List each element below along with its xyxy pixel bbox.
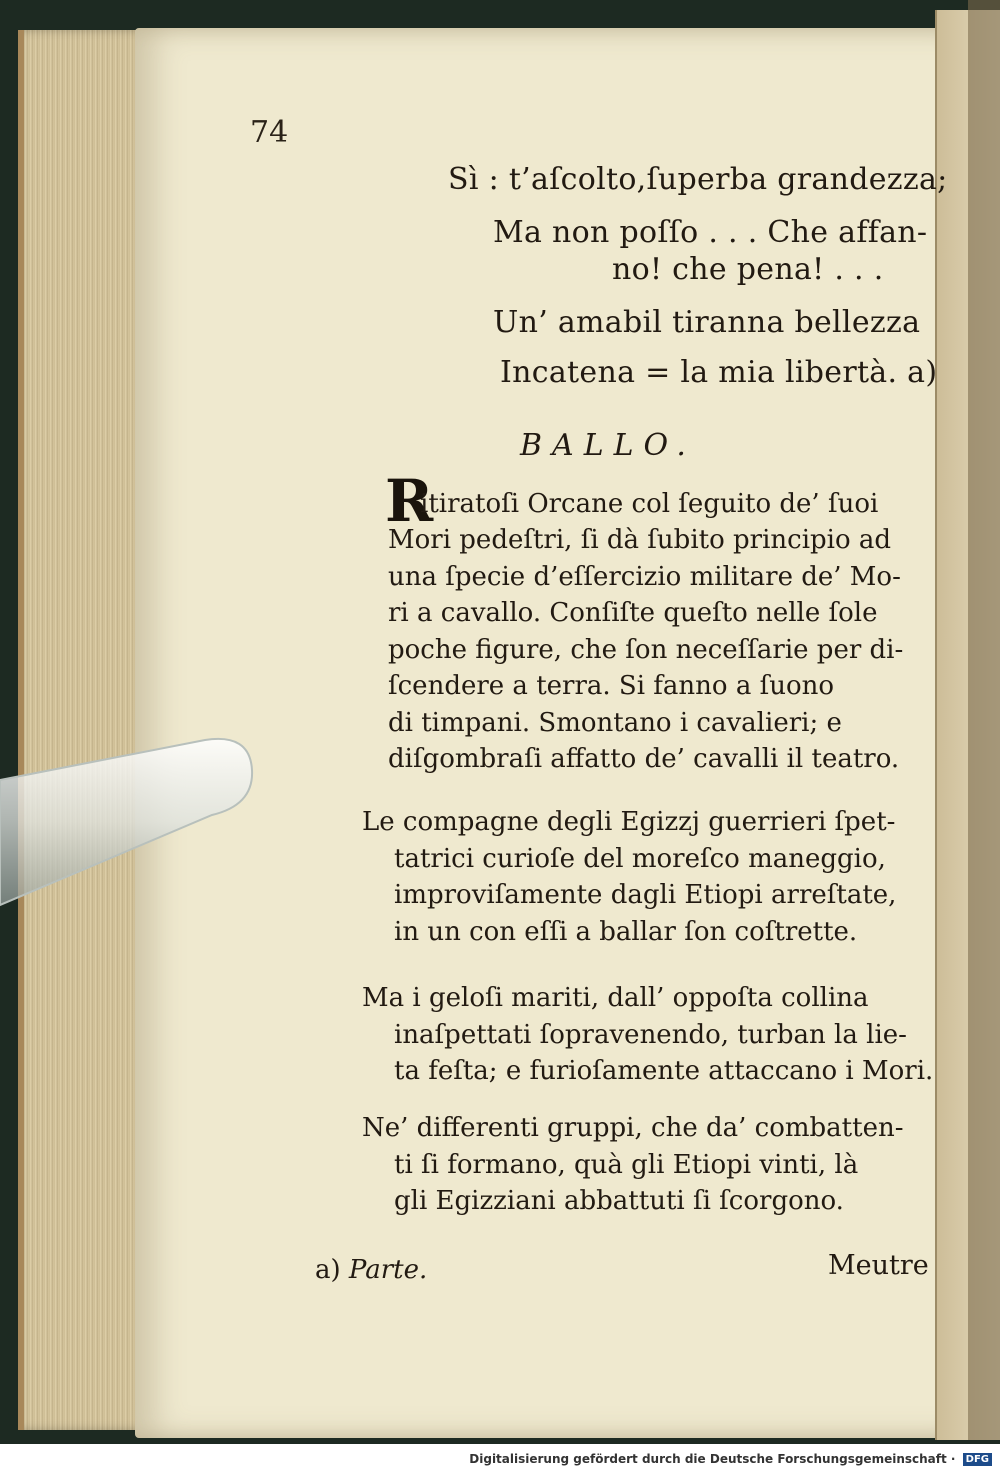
text-line: Ma i geloſi mariti, dall’ oppoſta collina bbox=[362, 983, 869, 1013]
text-line: ti ſi formano, quà gli Etiopi vinti, là bbox=[394, 1149, 859, 1180]
paragraph-first-line bbox=[420, 486, 878, 523]
verse-line: Incatena = la mia libertà. a) bbox=[500, 355, 938, 390]
text-line: diſgombraſi affatto de’ cavalli il teatro. bbox=[388, 744, 900, 774]
paragraph-mariti bbox=[362, 980, 933, 1090]
verse-line: no! che pena! . . . bbox=[612, 252, 884, 287]
text-line: gli Egizziani abbattuti ſi ſcorgono. bbox=[394, 1186, 844, 1216]
paragraph-gruppi bbox=[362, 1110, 903, 1220]
footnote-marker: a) bbox=[315, 1255, 341, 1285]
digitization-credit bbox=[469, 1452, 992, 1466]
catchword: Meutre bbox=[828, 1250, 929, 1281]
text-line: in un con eſſi a ballar ſon coſtrette. bbox=[394, 916, 858, 947]
footnote-text: Parte. bbox=[348, 1255, 428, 1285]
text-line: ri a cavallo. Conſiſte queſto nelle ſole bbox=[388, 598, 878, 628]
drop-capital: R bbox=[385, 467, 434, 535]
text-line: di timpani. Smontano i cavalieri; e bbox=[388, 707, 842, 738]
dfg-logo: DFG bbox=[963, 1453, 992, 1466]
text-line: una ſpecie d’eſſercizio militare de’ Mo- bbox=[388, 561, 901, 592]
text-line: ſcendere a terra. Si fanno a ſuono bbox=[388, 671, 835, 701]
text-line: inaſpettati ſopravenendo, turban la lie- bbox=[394, 1019, 907, 1050]
spine-shadow bbox=[968, 0, 1000, 1440]
text-line: Le compagne degli Egizzj guerrieri ſpet- bbox=[362, 807, 896, 837]
text-line: improviſamente dagli Etiopi arreſtate, bbox=[394, 880, 897, 910]
page-number: 74 bbox=[250, 115, 289, 150]
text-line: tatrici curioſe del moreſco maneggio, bbox=[394, 843, 886, 874]
credit-text: Digitalisierung gefördert durch die Deutsche Forschungsgemeinschaft · bbox=[469, 1452, 956, 1466]
verse-line: Sì : t’aſcolto,ſuperba grandezza; bbox=[448, 162, 948, 197]
verse-line: Un’ amabil tiranna bellezza bbox=[493, 305, 921, 340]
text-line: itiratoſi Orcane col ſeguito de’ ſuoi bbox=[420, 489, 879, 519]
verse-line: Ma non poſſo . . . Che affan- bbox=[493, 215, 928, 250]
glass-weight-clip bbox=[0, 735, 260, 910]
text-line: Ne’ differenti gruppi, che da’ combatten- bbox=[362, 1113, 904, 1143]
section-heading: BALLO. bbox=[520, 428, 696, 463]
text-line: ta feſta; e furioſamente attaccano i Mori. bbox=[394, 1056, 934, 1086]
paragraph-ballo bbox=[388, 522, 903, 778]
text-line: Mori pedeſtri, ſi dà ſubito principio ad bbox=[388, 525, 892, 555]
text-line: poche figure, che ſon neceſſarie per di- bbox=[388, 634, 904, 665]
footnote bbox=[315, 1255, 427, 1285]
paragraph-compagne bbox=[362, 804, 896, 950]
